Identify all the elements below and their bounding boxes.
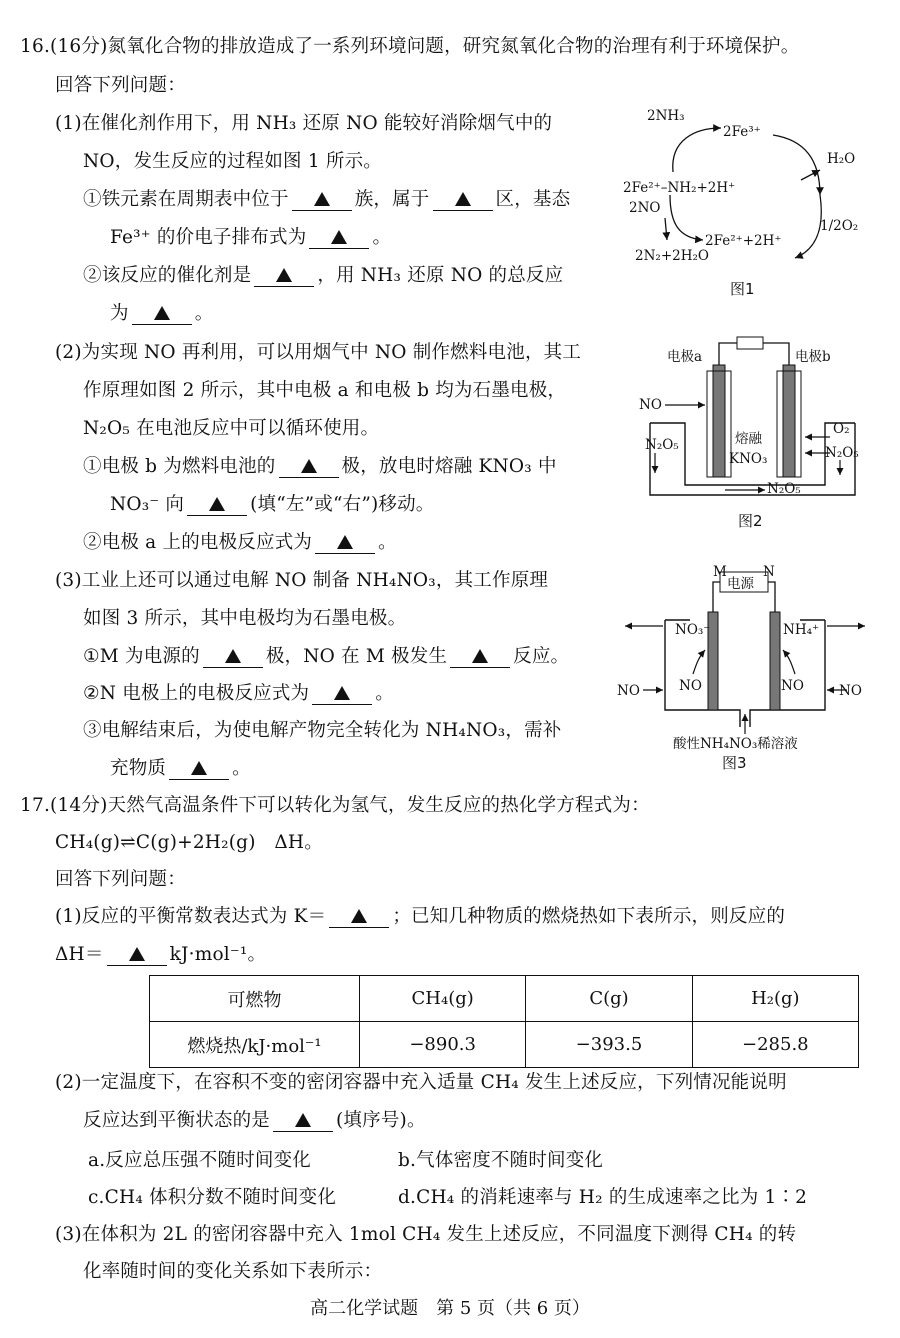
text: ；已知几种物质的燃烧热如下表所示，则反应的: [392, 906, 786, 927]
fig1-no: 2NO: [629, 200, 661, 216]
page-footer: 高二化学试题 第 5 页（共 6 页）: [310, 1298, 590, 1319]
figure-2-fuel-cell: [625, 335, 875, 510]
q17-part2-line1: (2)一定温度下，在容积不变的密闭容器中充入适量 CH₄ 发生上述反应，下列情况能说明: [55, 1072, 787, 1093]
triangle-icon: [472, 649, 488, 663]
triangle-icon: [351, 909, 367, 923]
answer-blank[interactable]: [273, 1111, 333, 1132]
label-n2o5-right: N₂O₅: [825, 445, 859, 461]
q17-heading: 17.(14分)天然气高温条件下可以转化为氢气，发生反应的热化学方程式为：: [20, 795, 650, 816]
answer-blank[interactable]: [315, 533, 375, 554]
cycle-arrow: [795, 195, 821, 258]
label-solution: 酸性NH₄NO₃稀溶液: [673, 736, 798, 752]
triangle-icon: [129, 947, 145, 961]
text: (填“左”或“右”)移动。: [250, 494, 435, 515]
fig1-fe3: 2Fe³⁺: [723, 124, 761, 140]
label-melt: 熔融: [735, 431, 762, 447]
reaction-arrow-left: [693, 650, 705, 674]
q16-part3-ii: [83, 681, 394, 707]
triangle-icon: [331, 230, 347, 244]
label-n: N: [763, 564, 775, 580]
label-electrode-a: 电极a: [667, 349, 703, 365]
answer-blank[interactable]: [450, 647, 510, 668]
table-cell: −393.5: [526, 1022, 692, 1068]
table-cell: −890.3: [360, 1022, 526, 1068]
table-cell: −285.8: [692, 1022, 858, 1068]
label-no: NO: [639, 397, 662, 413]
electrode-b: [783, 365, 795, 477]
triangle-icon: [334, 686, 350, 700]
combustion-heat-table: [149, 975, 859, 1068]
text: 。: [194, 303, 214, 324]
triangle-icon: [301, 459, 317, 473]
q16-part1-line1: (1)在催化剂作用下，用 NH₃ 还原 NO 能较好消除烟气中的: [55, 113, 553, 134]
answer-blank[interactable]: [309, 228, 369, 249]
figure-2-caption: 图2: [738, 512, 763, 530]
label-kno3: KNO₃: [729, 451, 768, 467]
text: ①M 为电源的: [83, 646, 200, 667]
triangle-icon: [191, 761, 207, 775]
fig1-o2: 1/2O₂: [820, 218, 859, 234]
q16-part3-iii-line2: [110, 756, 251, 782]
label-no-left-out: NO: [617, 683, 640, 699]
option-c: c.CH₄ 体积分数不随时间变化: [88, 1187, 337, 1208]
answer-blank[interactable]: [312, 684, 372, 705]
answer-blank[interactable]: [433, 190, 493, 211]
answer-blank[interactable]: [107, 945, 167, 966]
triangle-icon: [314, 192, 330, 206]
text: ②该反应的催化剂是: [83, 265, 252, 286]
q16-part1-i: [83, 187, 570, 213]
fig1-fe2: 2Fe²⁺+2H⁺: [705, 233, 782, 249]
label-no-left-in: NO: [679, 678, 702, 694]
q16-part2-i: [83, 454, 557, 480]
label-no-right-out: NO: [839, 683, 862, 699]
text: Fe³⁺ 的价电子排布式为: [110, 227, 307, 248]
label-no-right-in: NO: [781, 678, 804, 694]
label-nh4: NH₄⁺: [783, 622, 820, 638]
label-m: M: [713, 564, 727, 580]
q16-heading: 16.(16分)氮氧化合物的排放造成了一系列环境问题，研究氮氧化合物的治理有利于环境保护。: [20, 36, 800, 57]
text: 区，基态: [495, 189, 571, 210]
cycle-arrow: [673, 128, 721, 172]
electrode-n: [770, 612, 780, 710]
figure-1-caption: 图1: [730, 280, 755, 298]
table-header-row: [150, 976, 859, 1022]
table-header: H₂(g): [692, 976, 858, 1022]
q17-equation: CH₄(g)⇌C(g)+2H₂(g) ΔH。: [55, 832, 323, 853]
answer-blank[interactable]: [203, 647, 263, 668]
text: (1)反应的平衡常数表达式为 K＝: [55, 906, 327, 927]
answer-blank[interactable]: [279, 457, 339, 478]
text: 极，放电时熔融 KNO₃ 中: [341, 456, 557, 477]
fig1-products: 2N₂+2H₂O: [635, 248, 709, 264]
q16-part3-i: [83, 644, 569, 670]
reaction-arrow-right: [783, 650, 795, 674]
label-n2o5-bottom: N₂O₅: [767, 481, 801, 497]
label-electrode-b: 电极b: [795, 349, 831, 365]
text: 极，NO 在 M 极发生: [265, 646, 448, 667]
fig1-h2o: H₂O: [827, 151, 856, 167]
q17-part1-line2: [55, 942, 266, 968]
q17-part2-line2: [83, 1108, 426, 1134]
text: 反应。: [513, 646, 570, 667]
text: kJ·mol⁻¹。: [169, 944, 267, 965]
text: 充物质: [110, 758, 167, 779]
label-n2o5-left: N₂O₅: [645, 437, 679, 453]
table-row-label: 燃烧热/kJ·mol⁻¹: [150, 1022, 360, 1068]
text: 为: [110, 303, 129, 324]
text: ①电极 b 为燃料电池的: [83, 456, 276, 477]
triangle-icon: [225, 649, 241, 663]
triangle-icon: [337, 535, 353, 549]
text: ②电极 a 上的电极反应式为: [83, 532, 313, 553]
text: ，用 NH₃ 还原 NO 的总反应: [317, 265, 564, 286]
resistor: [737, 337, 763, 349]
answer-blank[interactable]: [169, 759, 229, 780]
option-b: b.气体密度不随时间变化: [398, 1150, 604, 1171]
table-header: 可燃物: [150, 976, 360, 1022]
figure-3-electrolysis: [615, 562, 875, 752]
fig1-intermediate: 2Fe²⁺–NH₂+2H⁺: [623, 180, 736, 196]
cycle-arrow: [670, 195, 703, 240]
q16-part3-line1: (3)工业上还可以通过电解 NO 制备 NH₄NO₃，其工作原理: [55, 570, 549, 591]
answer-blank[interactable]: [292, 190, 352, 211]
q16-part2-line3: N₂O₅ 在电池反应中可以循环使用。: [83, 418, 380, 439]
q16-intro: 回答下列问题：: [55, 75, 186, 96]
figure-3-caption: 图3: [722, 754, 747, 772]
q17-part3-line2: 化率随时间的变化关系如下表所示：: [83, 1261, 383, 1282]
text: 族，属于: [354, 189, 430, 210]
q16-part1-ii-line2: [110, 301, 213, 327]
text: 反应达到平衡状态的是: [83, 1110, 271, 1131]
q17-part3-line1: (3)在体积为 2L 的密闭容器中充入 1mol CH₄ 发生上述反应，不同温度下测得 CH₄ 的转: [55, 1224, 797, 1245]
text: ②N 电极上的电极反应式为: [83, 683, 310, 704]
label-power: 电源: [727, 576, 754, 592]
electrode-a: [713, 365, 725, 477]
table-header: CH₄(g): [360, 976, 526, 1022]
text: 。: [375, 683, 394, 704]
answer-blank[interactable]: [132, 304, 192, 325]
text: 。: [378, 532, 397, 553]
q16-part3-line2: 如图 3 所示，其中电极均为石墨电极。: [83, 608, 407, 629]
triangle-icon: [276, 268, 292, 282]
text: 。: [232, 758, 251, 779]
q16-part1-ii: [83, 263, 563, 289]
answer-blank[interactable]: [254, 266, 314, 287]
option-d: d.CH₄ 的消耗速率与 H₂ 的生成速率之比为 1∶2: [398, 1187, 808, 1208]
triangle-icon: [209, 497, 225, 511]
q17-intro: 回答下列问题：: [55, 869, 186, 890]
text: 。: [372, 227, 392, 248]
option-a: a.反应总压强不随时间变化: [88, 1150, 312, 1171]
fig1-nh3: 2NH₃: [647, 108, 685, 124]
text: (填序号)。: [336, 1110, 426, 1131]
q16-part3-iii: ③电解结束后，为使电解产物完全转化为 NH₄NO₃，需补: [83, 720, 562, 741]
answer-blank[interactable]: [187, 495, 247, 516]
answer-blank[interactable]: [329, 907, 389, 928]
q16-part2-ii: [83, 530, 397, 556]
q16-part2-line1: (2)为实现 NO 再利用，可以用烟气中 NO 制作燃料电池，其工: [55, 342, 582, 363]
q16-part2-i-line2: [110, 492, 435, 518]
q16-part1-i-line2: [110, 225, 391, 251]
triangle-icon: [154, 306, 170, 320]
label-o2: O₂: [833, 421, 850, 437]
q16-part2-line2: 作原理如图 2 所示，其中电极 a 和电极 b 均为石墨电极，: [83, 380, 567, 401]
text: ΔH＝: [55, 944, 104, 965]
table-row: [150, 1022, 859, 1068]
triangle-icon: [455, 192, 471, 206]
label-no3: NO₃⁻: [675, 622, 711, 638]
water-arrow: [801, 170, 820, 180]
text: ①铁元素在周期表中位于: [83, 189, 289, 210]
q17-part1: [55, 904, 785, 930]
text: NO₃⁻ 向: [110, 494, 185, 515]
triangle-icon: [295, 1113, 311, 1127]
q16-part1-line2: NO，发生反应的过程如图 1 所示。: [83, 151, 382, 172]
table-header: C(g): [526, 976, 692, 1022]
cycle-arrow: [773, 135, 820, 195]
product-arrow: [665, 218, 667, 240]
